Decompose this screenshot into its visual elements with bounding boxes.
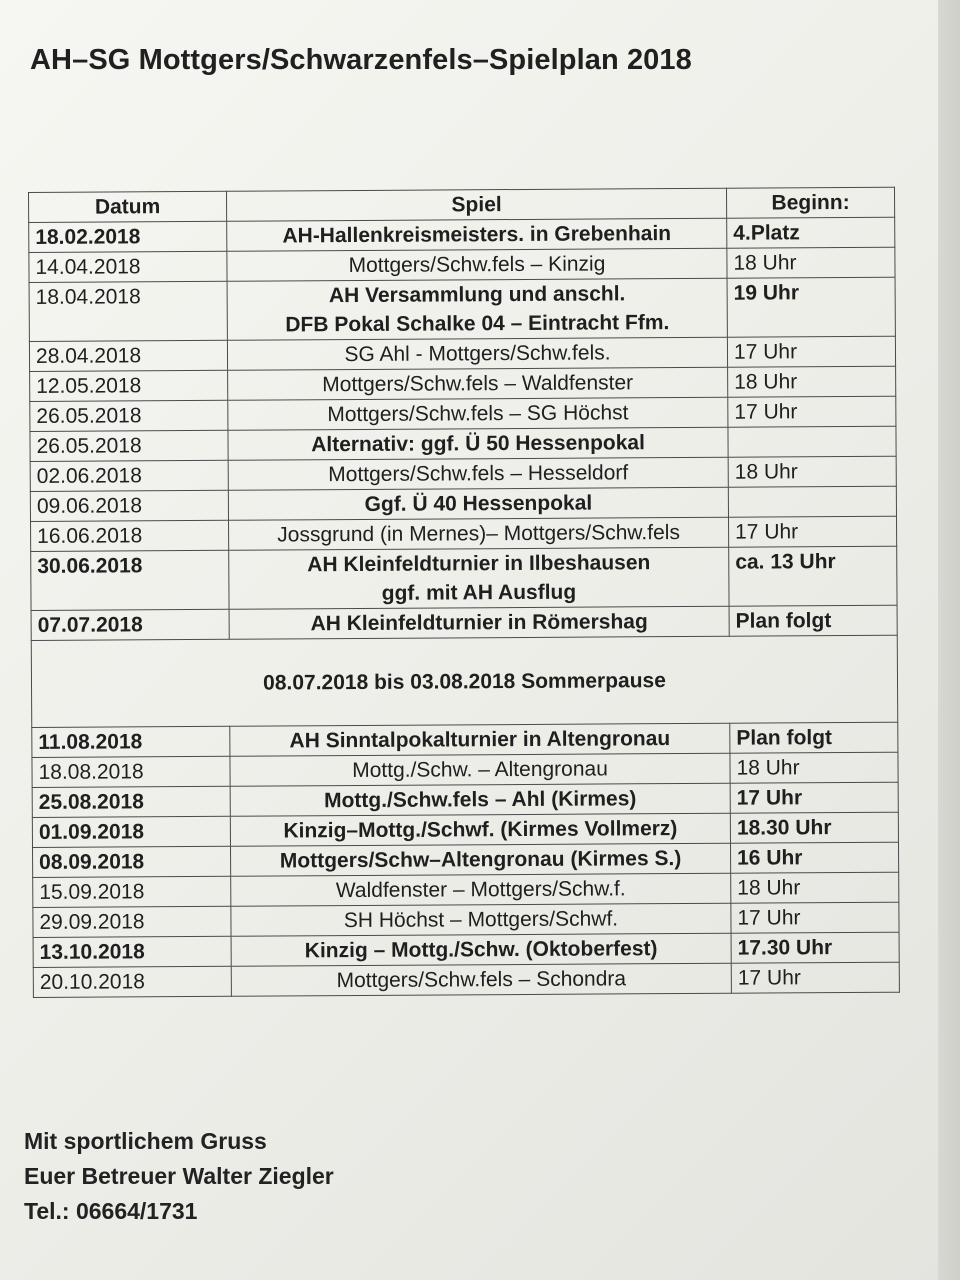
cell-game [228, 457, 728, 490]
game-text: Mottgers/Schw.fels – Waldfenster [322, 371, 634, 397]
game-text-line2: DFB Pokal Schalke 04 – Eintracht Ffm. [285, 311, 670, 337]
cell-date: 08.09.2018 [33, 846, 231, 877]
table-row [31, 516, 897, 551]
cell-game [227, 248, 727, 281]
game-text: AH Sinntalpokalturnier in Altengronau [289, 727, 671, 753]
greeting: Mit sportlichem Gruss [24, 1128, 267, 1154]
cell-game [228, 397, 728, 430]
cell-game [229, 517, 729, 550]
cell-start-time: 4.Platz [727, 217, 895, 248]
cell-date: 11.08.2018 [32, 726, 230, 757]
cell-game [231, 843, 731, 876]
footer [24, 1124, 334, 1229]
cell-date: 28.04.2018 [29, 340, 227, 371]
cell-start-time [728, 426, 896, 457]
game-text: Kinzig–Mottg./Schwf. (Kirmes Vollmerz) [283, 817, 678, 843]
cell-start-time: 17 Uhr [731, 962, 899, 993]
table-row [30, 396, 896, 431]
game-text: Mottgers/Schw.fels – Schondra [336, 967, 627, 993]
table-row [33, 872, 899, 907]
table-row [29, 336, 895, 371]
page-title: AH–SG Mottgers/Schwarzenfels–Spielplan 2018 [30, 44, 692, 76]
cell-game [230, 783, 730, 816]
table-row [33, 902, 899, 937]
cell-start-time [728, 486, 896, 517]
cell-game [227, 278, 727, 340]
cell-game [227, 218, 727, 251]
cell-game [231, 933, 731, 966]
game-text: AH Kleinfeldturnier in Römershag [310, 610, 648, 636]
cell-start-time: Plan folgt [729, 605, 897, 636]
game-text: AH Versammlung und anschl. [328, 282, 626, 308]
cell-start-time: 18 Uhr [727, 247, 895, 278]
cell-date: 16.06.2018 [31, 520, 229, 551]
cell-start-time: 19 Uhr [727, 277, 895, 337]
game-text: Jossgrund (in Mernes)– Mottgers/Schw.fels [277, 521, 680, 547]
table-row [32, 722, 898, 757]
table-row [33, 842, 899, 877]
cell-date: 12.05.2018 [30, 370, 228, 401]
cell-start-time: 17 Uhr [727, 336, 895, 367]
game-text: Mottgers/Schw.fels – Kinzig [348, 252, 606, 278]
cell-start-time: ca. 13 Uhr [729, 546, 897, 606]
cell-date: 18.08.2018 [32, 756, 230, 787]
game-text: SH Höchst – Mottgers/Schwf. [343, 907, 619, 933]
cell-date: 30.06.2018 [31, 550, 229, 610]
table-row [29, 217, 895, 252]
table-row [33, 932, 899, 967]
cell-date: 26.05.2018 [30, 430, 228, 461]
game-text: AH-Hallenkreismeisters. in Grebenhain [282, 222, 672, 248]
summer-break-text: 08.07.2018 bis 03.08.2018 Sommerpause [31, 635, 898, 727]
cell-date: 09.06.2018 [30, 490, 228, 521]
cell-game [227, 337, 727, 370]
page-edge [938, 0, 960, 1280]
cell-date: 18.04.2018 [29, 281, 227, 341]
cell-date: 18.02.2018 [29, 221, 227, 252]
cell-date: 26.05.2018 [30, 400, 228, 431]
cell-start-time: Plan folgt [730, 722, 898, 753]
cell-date: 29.09.2018 [33, 906, 231, 937]
schedule-rows-before-break [29, 217, 898, 640]
game-text: Mottgers/Schw.fels – SG Höchst [327, 401, 629, 427]
cell-game [230, 723, 730, 756]
cell-date: 02.06.2018 [30, 460, 228, 491]
cell-date: 20.10.2018 [33, 966, 231, 997]
signature: Euer Betreuer Walter Ziegler [24, 1163, 334, 1189]
game-text: Mottgers/Schw.fels – Hesseldorf [328, 461, 629, 487]
cell-date: 15.09.2018 [33, 876, 231, 907]
table-row [31, 546, 897, 610]
cell-game [231, 903, 731, 936]
table-row [32, 752, 898, 787]
cell-start-time: 16 Uhr [730, 842, 898, 873]
table-row [30, 366, 896, 401]
game-text: Mottg./Schw. – Altengronau [352, 757, 608, 783]
table-row [30, 456, 896, 491]
cell-start-time: 18 Uhr [728, 366, 896, 397]
table-row [32, 782, 898, 817]
game-text: Kinzig – Mottg./Schw. (Oktoberfest) [304, 937, 658, 963]
game-text: Mottgers/Schw–Altengronau (Kirmes S.) [279, 847, 682, 873]
phone: Tel.: 06664/1731 [24, 1198, 198, 1224]
cell-start-time: 17 Uhr [730, 782, 898, 813]
cell-game [228, 487, 728, 520]
cell-date: 13.10.2018 [33, 936, 231, 967]
table-row [33, 962, 899, 997]
cell-date: 14.04.2018 [29, 251, 227, 282]
cell-game [228, 427, 728, 460]
cell-start-time: 17 Uhr [728, 516, 896, 547]
cell-game [229, 606, 729, 639]
cell-game [231, 963, 731, 996]
header-date: Datum [29, 191, 227, 222]
cell-game [230, 813, 730, 846]
cell-game [231, 873, 731, 906]
game-text: Ggf. Ü 40 Hessenpokal [364, 491, 593, 516]
schedule-rows-after-break [32, 722, 900, 997]
summer-break-section [31, 635, 898, 727]
header-start: Beginn: [726, 187, 894, 218]
table-row [29, 277, 895, 341]
cell-date: 01.09.2018 [32, 816, 230, 847]
game-text: SG Ahl - Mottgers/Schw.fels. [344, 341, 611, 367]
cell-start-time: 18 Uhr [731, 872, 899, 903]
cell-start-time: 17 Uhr [728, 396, 896, 427]
table-row [32, 812, 898, 847]
summer-break-row [31, 635, 898, 727]
header-game: Spiel [226, 188, 726, 221]
cell-start-time: 18 Uhr [730, 752, 898, 783]
game-text: Alternativ: ggf. Ü 50 Hessenpokal [311, 431, 645, 457]
game-text-line2: ggf. mit AH Ausflug [381, 580, 577, 605]
cell-date: 25.08.2018 [32, 786, 230, 817]
cell-start-time: 17 Uhr [731, 902, 899, 933]
table-row [31, 605, 897, 640]
game-text: Waldfenster – Mottgers/Schw.f. [335, 877, 626, 903]
cell-game [229, 547, 729, 609]
cell-start-time: 17.30 Uhr [731, 932, 899, 963]
cell-start-time: 18 Uhr [728, 456, 896, 487]
cell-start-time: 18.30 Uhr [730, 812, 898, 843]
game-text: AH Kleinfeldturnier in Ilbeshausen [307, 551, 651, 577]
cell-game [230, 753, 730, 786]
game-text: Mottg./Schw.fels – Ahl (Kirmes) [323, 787, 637, 813]
schedule-table [28, 187, 900, 998]
cell-date: 07.07.2018 [31, 609, 229, 640]
cell-game [228, 367, 728, 400]
table-row [29, 247, 895, 282]
